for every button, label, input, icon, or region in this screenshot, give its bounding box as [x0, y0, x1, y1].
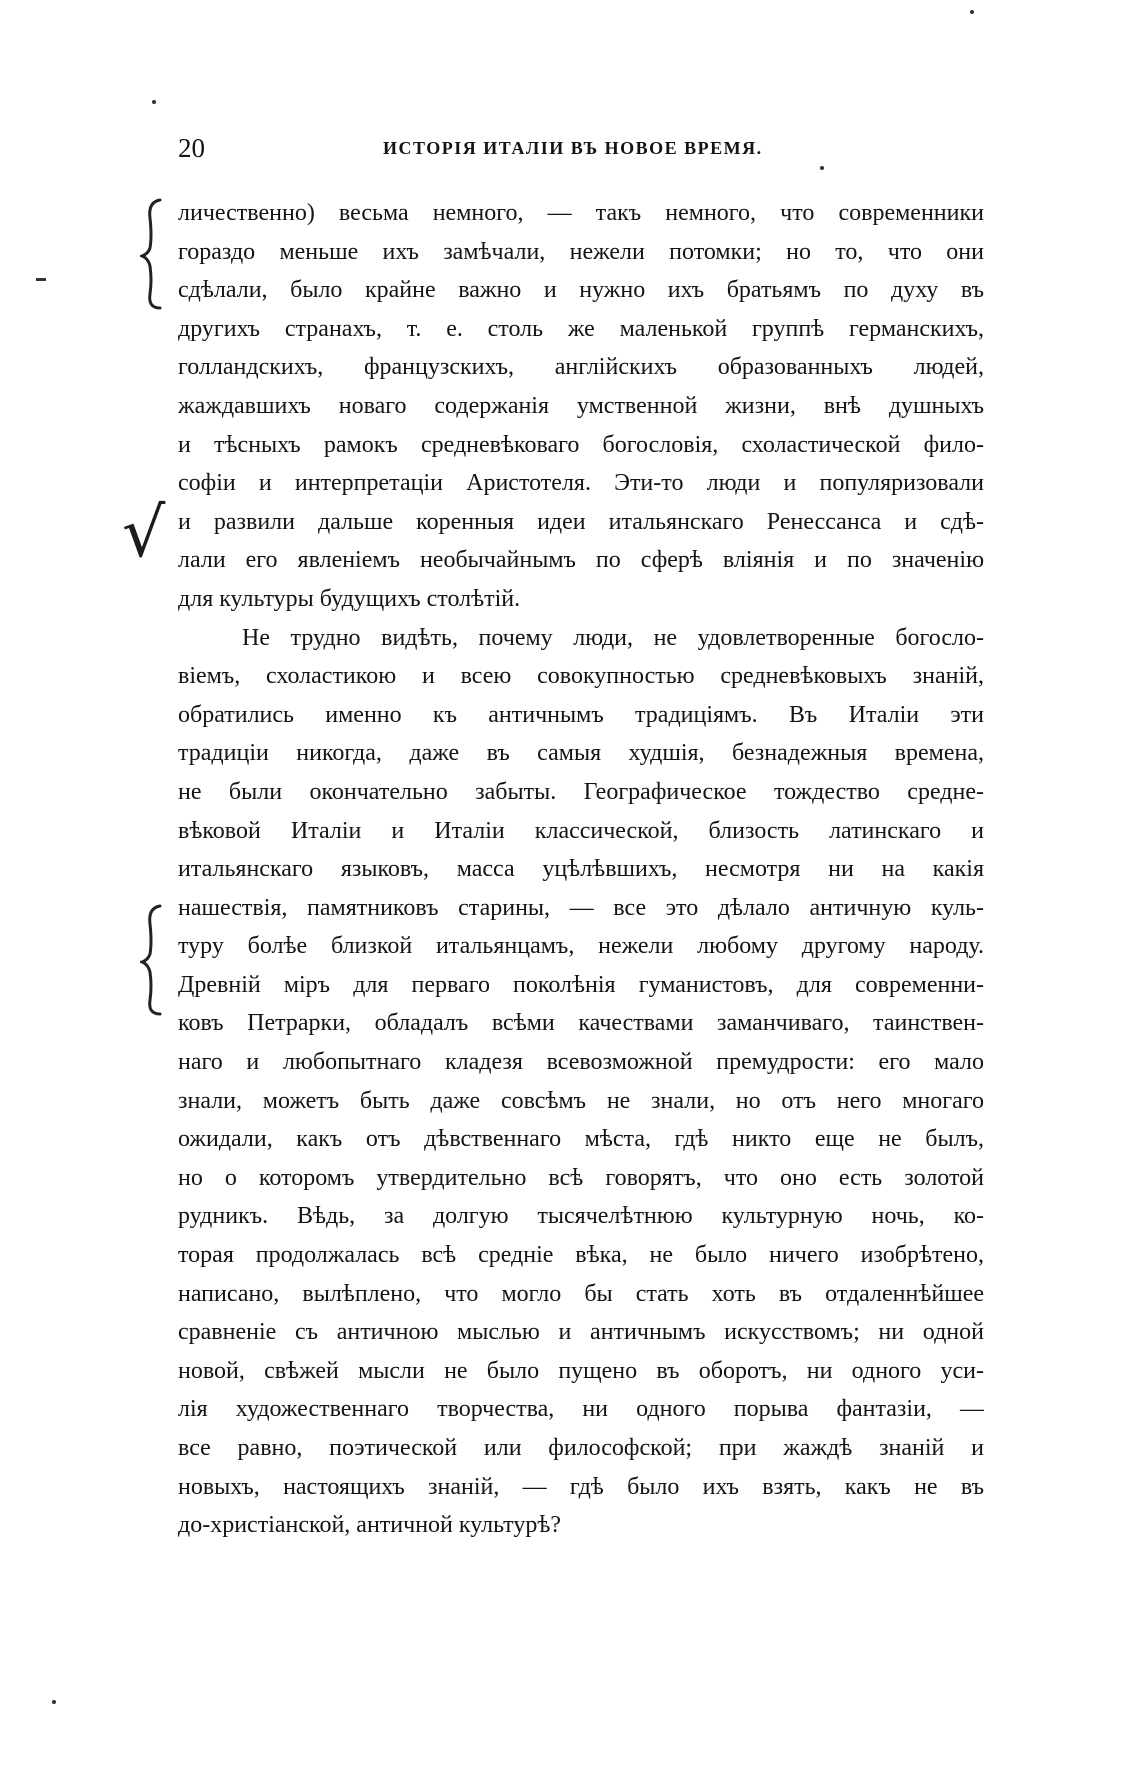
- check-mark-icon: √: [122, 494, 166, 573]
- margin-brace-top: [140, 196, 166, 312]
- ink-mark: [52, 1700, 56, 1704]
- page-header: [178, 128, 978, 168]
- text-line: до-христіанской, античной культурѣ?: [178, 1512, 562, 1539]
- margin-brace-bottom: [140, 902, 166, 1018]
- text-line: для культуры будущихъ столѣтій.: [178, 585, 521, 612]
- text-line: итальянскаго языковъ, масса уцѣлѣвшихъ, несмотря ни на какія: [178, 856, 984, 883]
- text-line: традиціи никогда, даже въ самыя худшія, безнадежныя времена,: [178, 740, 984, 767]
- ink-mark: [36, 278, 46, 281]
- text-line: голландскихъ, французскихъ, англійскихъ образованныхъ людей,: [178, 354, 984, 381]
- text-line: все равно, поэтической или философской; при жаждѣ знаній и: [178, 1435, 984, 1461]
- text-line: знали, можетъ быть даже совсѣмъ не знали, но отъ него многаго: [178, 1087, 984, 1114]
- text-line: личественно) весьма немного, — такъ немного, что современники: [178, 200, 984, 226]
- text-line: наго и любопытнаго кладезя всевозможной премудрости: его мало: [178, 1049, 984, 1076]
- running-title: ИСТОРІЯ ИТАЛІИ ВЪ НОВОЕ ВРЕМЯ.: [383, 138, 763, 158]
- text-line: жаждавшихъ новаго содержанія умственной жизни, внѣ душныхъ: [178, 392, 984, 419]
- page-number: 20: [178, 133, 205, 163]
- text-line: Древній міръ для перваго поколѣнія гуманистовъ, для современни-: [178, 971, 984, 998]
- text-line: не были окончательно забыты. Географическое тождество средне-: [178, 778, 984, 805]
- text-line: віемъ, схоластикою и всею совокупностью средневѣковыхъ знаній,: [178, 663, 984, 690]
- text-line: гораздо меньше ихъ замѣчали, нежели потомки; но то, что они: [178, 238, 984, 265]
- text-line: нашествія, памятниковъ старины, — все это дѣлало античную куль-: [178, 894, 984, 921]
- text-line: и развили дальше коренныя идеи итальянскаго Ренессанса и сдѣ-: [178, 508, 984, 535]
- text-line: ковъ Петрарки, обладалъ всѣми качествами заманчиваго, таинствен-: [178, 1010, 984, 1037]
- text-line: лали его явленіемъ необычайнымъ по сферѣ вліянія и по значенію: [178, 547, 984, 574]
- text-line: сдѣлали, было крайне важно и нужно ихъ братьямъ по духу въ: [178, 277, 984, 304]
- text-line: и тѣсныхъ рамокъ средневѣковаго богословія, схоластической фило-: [178, 431, 984, 458]
- text-line: туру болѣе близкой итальянцамъ, нежели любому другому народу.: [178, 933, 984, 960]
- text-line: сравненіе съ античною мыслью и античнымъ искусствомъ; ни одной: [178, 1319, 984, 1346]
- text-line: написано, вылѣплено, что могло бы стать хоть въ отдаленнѣйшее: [178, 1280, 984, 1307]
- text-line: рудникъ. Вѣдь, за долгую тысячелѣтнюю культурную ночь, ко-: [178, 1203, 984, 1230]
- text-line: но о которомъ утвердительно всѣ говорятъ, что оно есть золотой: [178, 1164, 984, 1191]
- ink-mark: [820, 166, 824, 170]
- text-line: ожидали, какъ отъ дѣвственнаго мѣста, гдѣ никто еще не былъ,: [178, 1126, 984, 1153]
- text-line: лія художественнаго творчества, ни одного порыва фантазіи, —: [178, 1396, 984, 1423]
- body-text: [178, 194, 984, 1545]
- text-line: обратились именно къ античнымъ традиціямъ. Въ Италіи эти: [178, 701, 984, 728]
- text-line: новой, свѣжей мысли не было пущено въ оборотъ, ни одного уси-: [178, 1357, 984, 1384]
- text-line: новыхъ, настоящихъ знаній, — гдѣ было ихъ взять, какъ не въ: [178, 1473, 984, 1500]
- paragraph-first-line: Не трудно видѣть, почему люди, не удовлетворенные богосло-: [242, 624, 984, 651]
- text-line: другихъ странахъ, т. е. столь же маленькой группѣ германскихъ,: [178, 315, 984, 342]
- text-line: вѣковой Италіи и Италіи классической, близость латинскаго и: [178, 817, 984, 844]
- ink-mark: [152, 100, 156, 104]
- text-line: торая продолжалась всѣ средніе вѣка, не было ничего изобрѣтено,: [178, 1242, 984, 1269]
- ink-mark: [970, 10, 974, 14]
- text-line: софіи и интерпретаціи Аристотеля. Эти-то люди и популяризовали: [178, 470, 984, 497]
